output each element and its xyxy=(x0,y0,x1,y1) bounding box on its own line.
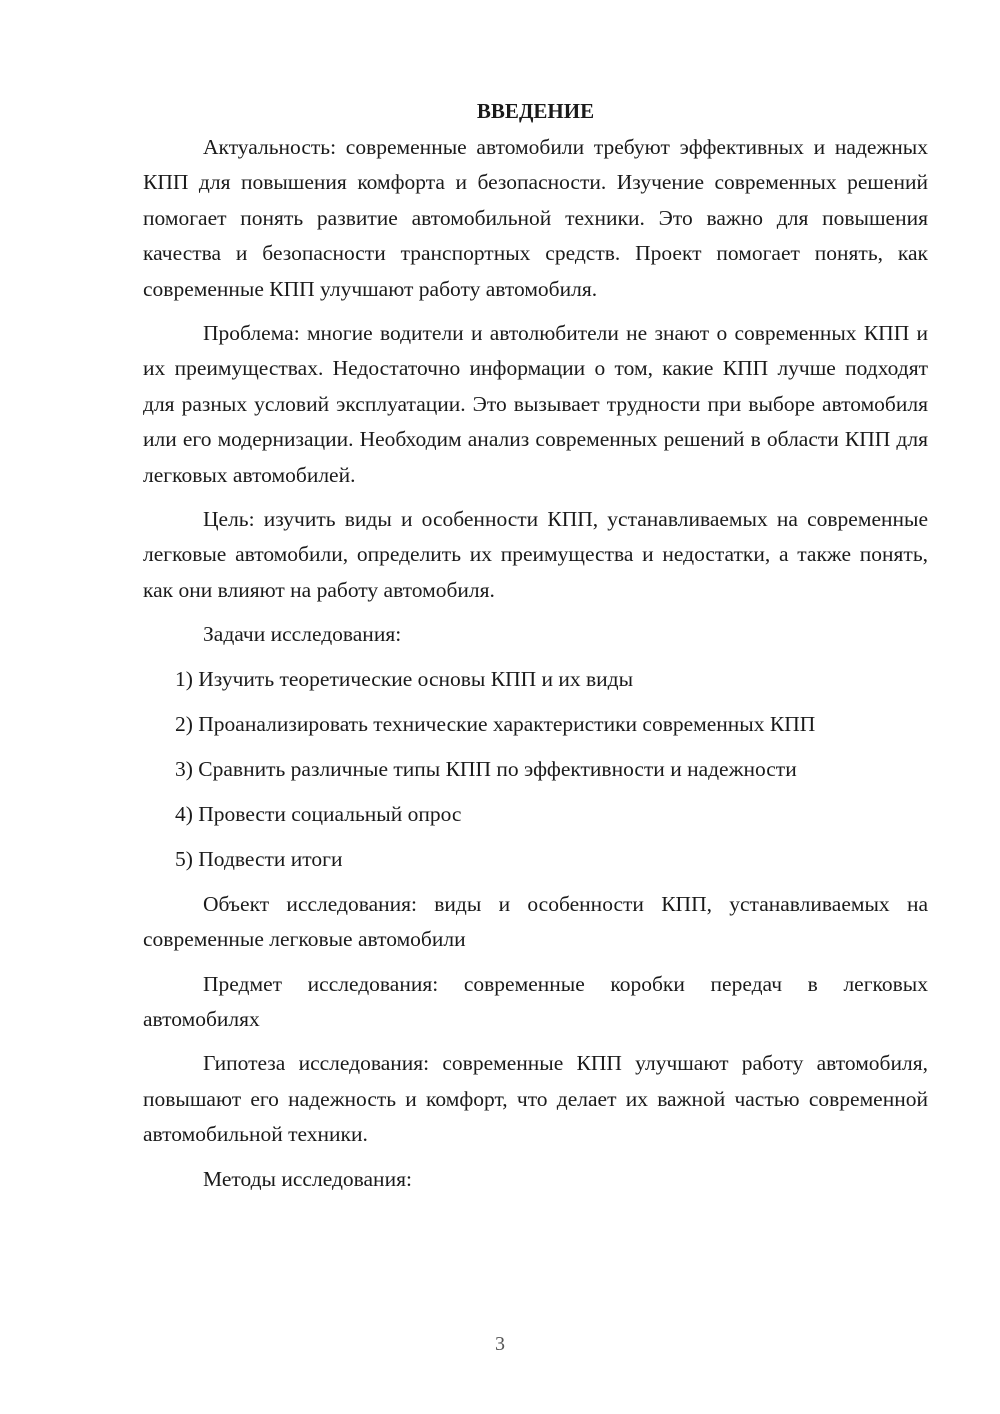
subject-paragraph: Предмет исследования: современные коробки передач в легковых автомобилях xyxy=(143,971,928,1031)
page-number: 3 xyxy=(495,1333,505,1355)
task-item-1: 1) Изучить теоретические основы КПП и их виды xyxy=(175,666,634,691)
task-item-2: 2) Проанализировать технические характеристики современных КПП xyxy=(175,711,816,736)
task-item-3: 3) Сравнить различные типы КПП по эффективности и надежности xyxy=(175,756,797,781)
problem-paragraph: Проблема: многие водители и автолюбители не знают о современных КПП и их преимуществах. Недостаточно информации о том, какие КПП лучше подходят для разных условий эксплуатации. Это вызывает трудности при выборе автомобиля или его модернизации. Необходим анализ современных решений в области КПП для легковых автомобилей. xyxy=(143,321,928,487)
tasks-heading: Задачи исследования: xyxy=(203,622,402,647)
hypothesis-paragraph: Гипотеза исследования: современные КПП улучшают работу автомобиля, повышают его надежность и комфорт, что делает их важной частью современной автомобильной техники. xyxy=(143,1051,928,1147)
tasks-list xyxy=(143,662,928,877)
relevance-paragraph: Актуальность: современные автомобили требуют эффективных и надежных КПП для повышения комфорта и безопасности. Изучение современных решений помогает понять развитие автомобильной техники. Это важно для повышения качества и безопасности транспортных средств. Проект помогает понять, как современные КПП улучшают работу автомобиля. xyxy=(143,135,928,301)
object-paragraph: Объект исследования: виды и особенности КПП, устанавливаемых на современные легковые автомобили xyxy=(143,891,928,952)
task-item-4: 4) Провести социальный опрос xyxy=(175,801,462,826)
task-item-5: 5) Подвести итоги xyxy=(175,846,343,871)
methods-heading: Методы исследования: xyxy=(203,1166,412,1191)
section-title: ВВЕДЕНИЕ xyxy=(476,99,595,123)
document-page xyxy=(143,96,928,1206)
goal-paragraph: Цель: изучить виды и особенности КПП, устанавливаемых на современные легковые автомобили, определить их преимущества и недостатки, а также понять, как они влияют на работу автомобиля. xyxy=(143,507,928,602)
